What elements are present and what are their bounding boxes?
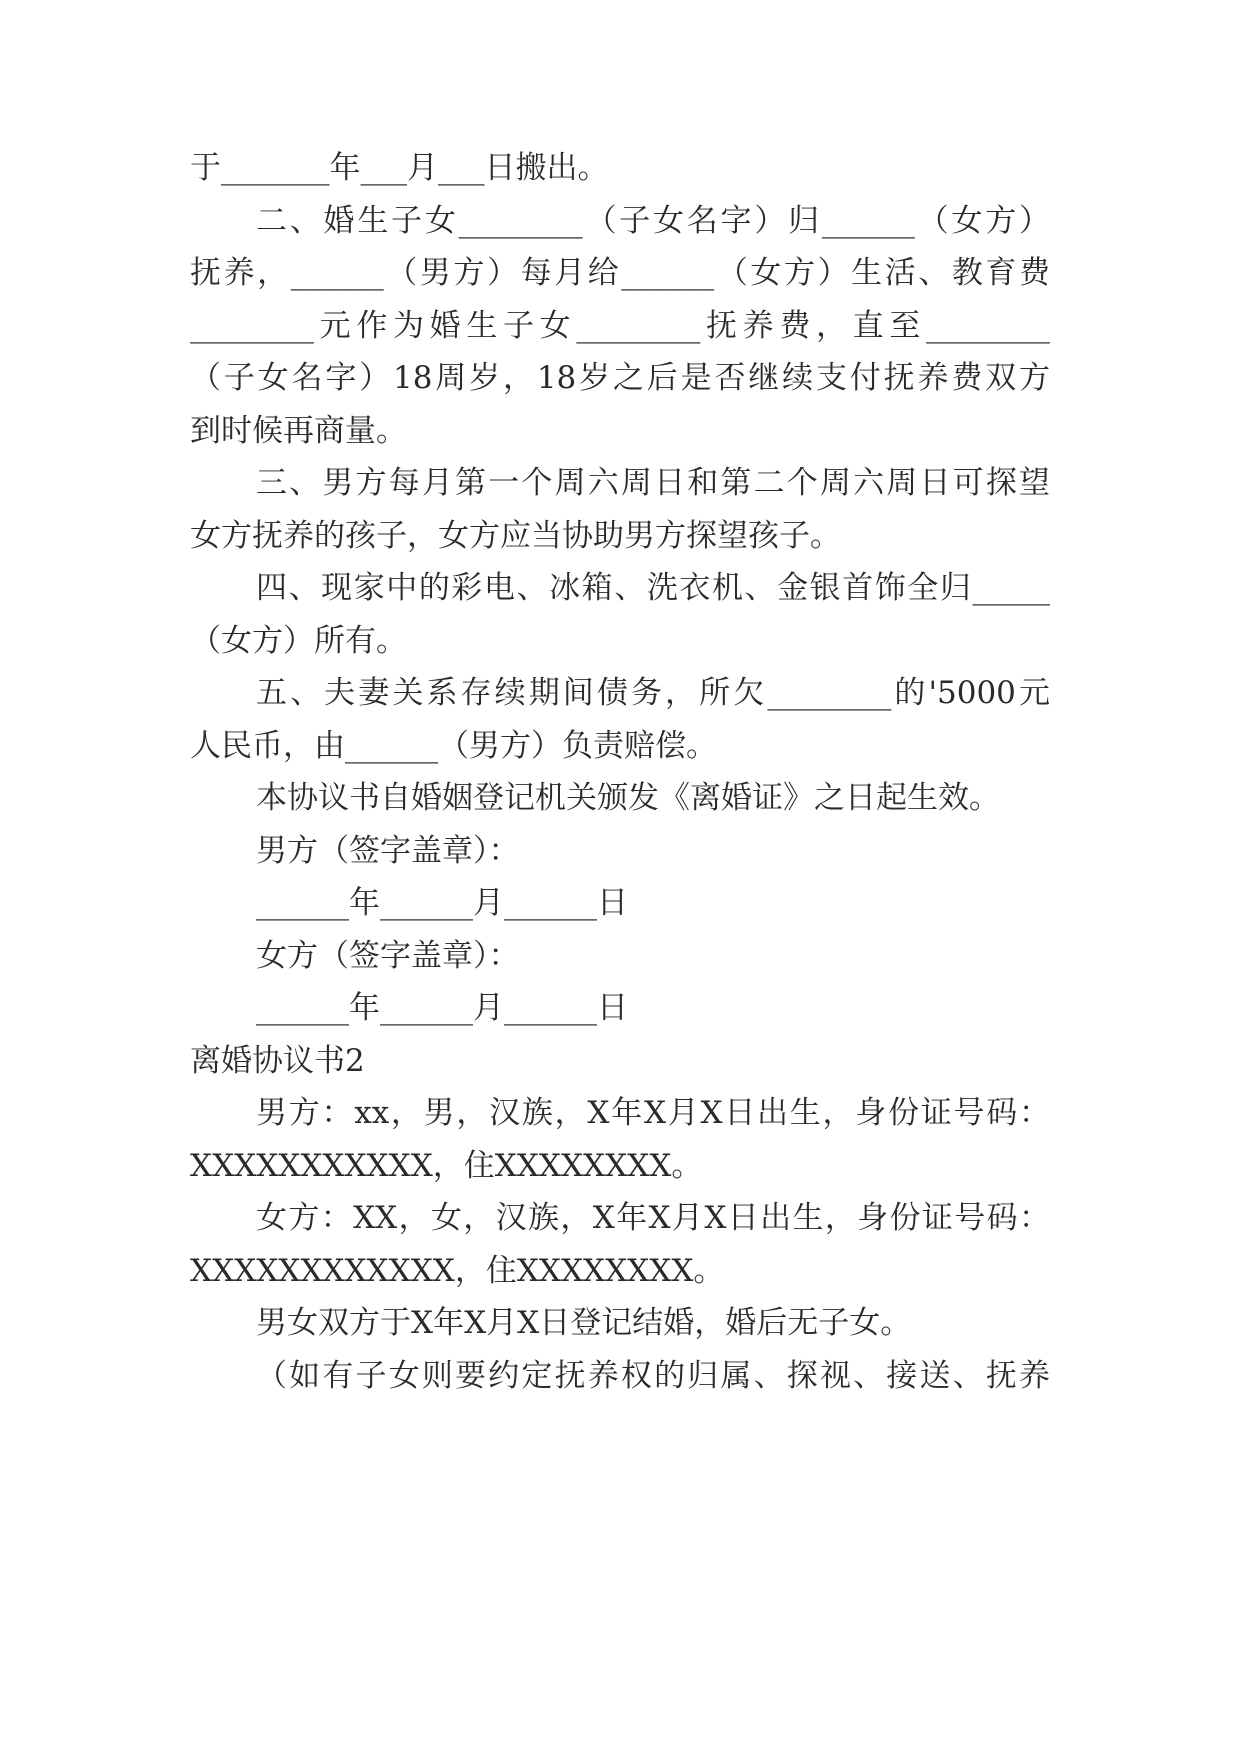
signature-label-female: 女方（签字盖章）： <box>256 938 520 974</box>
date-line: ______年______月______日 <box>256 885 628 921</box>
text-line: 四、现家中的彩电、冰箱、洗衣机、金银首饰全归_____ <box>256 570 1050 606</box>
text-line: 本协议书自婚姻登记机关颁发《离婚证》之日起生效。 <box>256 780 1000 816</box>
text-line: 人民币，由______（男方）负责赔偿。 <box>190 728 717 764</box>
text-line: ________元作为婚生子女________抚养费，直至________ <box>190 308 1050 344</box>
text-line: 二、婚生子女________（子女名字）归______（女方） <box>256 203 1050 239</box>
date-line: ______年______月______日 <box>256 990 628 1026</box>
text-line: 五、夫妻关系存续期间债务，所欠________的'5000元 <box>256 675 1050 711</box>
signature-label-male: 男方（签字盖章）： <box>256 833 520 869</box>
text-line: （子女名字）18周岁，18岁之后是否继续支付抚养费双方 <box>190 360 1050 396</box>
text-line: XXXXXXXXXXX，住XXXXXXXX。 <box>190 1148 703 1184</box>
text-line: 于_______年___月___日搬出。 <box>190 150 609 186</box>
text-line: 男方：xx，男，汉族，X年X月X日出生，身份证号码： <box>256 1095 1050 1131</box>
section-title: 离婚协议书2 <box>190 1043 365 1079</box>
text-line: （女方）所有。 <box>190 623 407 659</box>
text-line: 女方抚养的孩子，女方应当协助男方探望孩子。 <box>190 518 841 554</box>
text-line: 女方：XX，女，汉族，X年X月X日出生，身份证号码： <box>256 1200 1050 1236</box>
text-line: 到时候再商量。 <box>190 413 407 449</box>
text-line: 抚养，______（男方）每月给______（女方）生活、教育费 <box>190 255 1050 291</box>
text-line: 男女双方于X年X月X日登记结婚，婚后无子女。 <box>256 1305 912 1341</box>
text-line: （如有子女则要约定抚养权的归属、探视、接送、抚养 <box>256 1358 1050 1394</box>
text-line: XXXXXXXXXXXX，住XXXXXXXX。 <box>190 1253 725 1289</box>
text-line: 三、男方每月第一个周六周日和第二个周六周日可探望 <box>256 465 1050 501</box>
